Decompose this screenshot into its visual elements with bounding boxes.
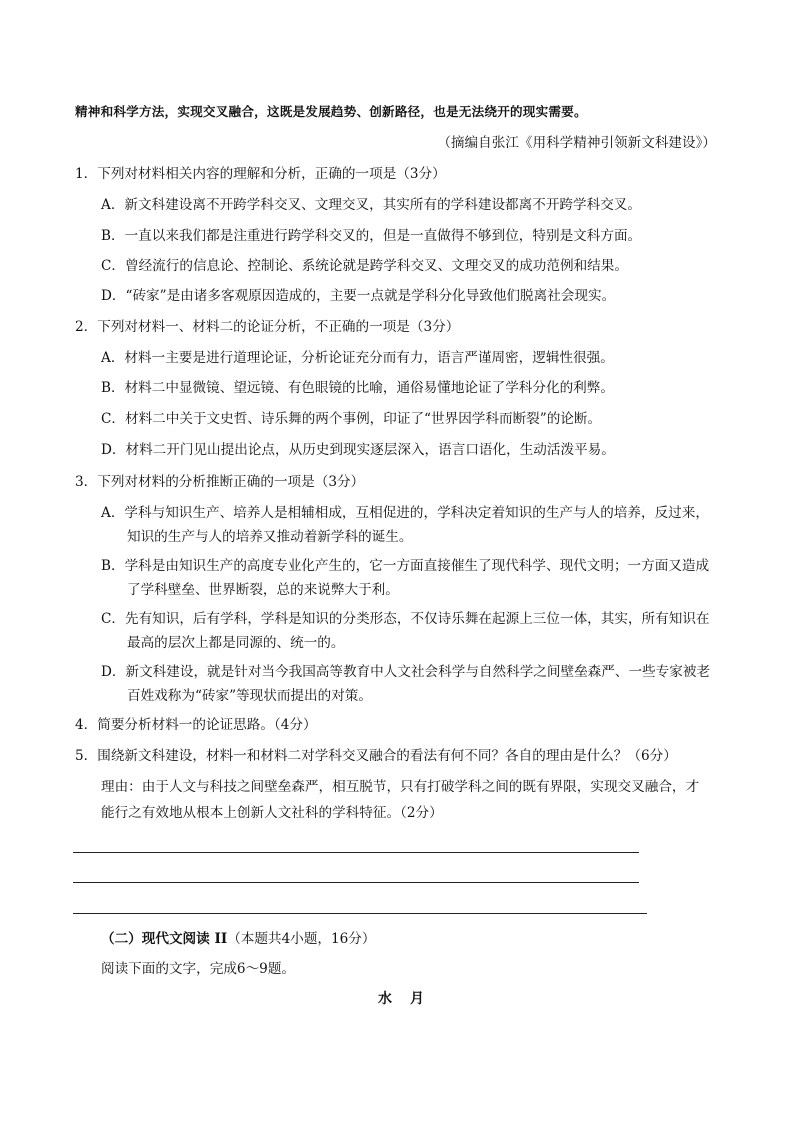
section-heading-rest: （本题共4小题，16分）: [227, 931, 376, 947]
question-2-option-c: C．材料二中关于文史哲、诗乐舞的两个事例，印证了“世界因学科而断裂”的论断。: [101, 411, 602, 427]
source-citation: （摘编自张江《用科学精神引领新文科建设》）: [437, 135, 716, 151]
question-3-option-a: A．学科与知识生产、培养人是相辅相成，互相促进的，学科决定着知识的生产与人的培养，反过来，: [101, 505, 709, 521]
question-3-option-b-cont: 了学科壁垒、世界断裂，总的来说弊大于利。: [127, 582, 399, 598]
question-3-option-b: B．学科是由知识生产的高度专业化产生的，它一方面直接催生了现代科学、现代文明；一方面又造成: [101, 558, 710, 574]
section-heading-bold: （二）现代文阅读 II: [101, 931, 228, 947]
section-heading: [101, 929, 376, 949]
answer-line-2: 能行之有效地从根本上创新人文社科的学科特征。（2分）: [101, 805, 443, 821]
question-3-option-a-cont: 知识的生产与人的培养又推动着新学科的诞生。: [127, 529, 413, 545]
answer-rule-2: [73, 882, 639, 883]
question-2-option-d: D．材料二开门见山提出论点，从历史到现实逐层深入，语言口语化，生动活泼平易。: [101, 442, 615, 458]
question-1-option-b: B．一直以来我们都是注重进行跨学科交叉的，但是一直做得不够到位，特别是文科方面。: [101, 228, 642, 244]
question-2-option-a: A．材料一主要是进行道理论证，分析论证充分而有力，语言严谨周密，逻辑性很强。: [101, 350, 614, 366]
question-1-stem: 1．下列对材料相关内容的理解和分析，正确的一项是（3分）: [75, 166, 446, 182]
question-3-option-d-cont: 百姓戏称为“砖家”等现状而提出的对策。: [127, 688, 372, 704]
answer-line-1: 理由：由于人文与科技之间壁垒森严，相互脱节，只有打破学科之间的既有界限，实现交叉融合，才: [101, 779, 700, 795]
question-1-option-c: C．曾经流行的信息论、控制论、系统论就是跨学科交叉、文理交叉的成功范例和结果。: [101, 258, 628, 274]
section-instruction: 阅读下面的文字，完成6～9题。: [101, 961, 296, 977]
question-1-option-a: A．新文科建设离不开跨学科交叉、文理交叉，其实所有的学科建设都离不开跨学科交叉。: [101, 197, 641, 213]
question-3-option-c-cont: 最高的层次上都是同源的、统一的。: [127, 635, 345, 651]
question-2-stem: 2．下列对材料一、材料二的论证分析，不正确的一项是（3分）: [75, 319, 460, 335]
question-1-option-d: D．“砖家”是由诸多客观原因造成的，主要一点就是学科分化导致他们脱离社会现实。: [101, 288, 616, 304]
answer-rule-1: [73, 852, 639, 853]
passage-title: 水月: [378, 991, 442, 1007]
answer-rule-3: [73, 913, 647, 914]
question-4-stem: 4．简要分析材料一的论证思路。（4分）: [75, 717, 317, 733]
intro-continuation-text: 精神和科学方法，实现交叉融合，这既是发展趋势、创新路径，也是无法绕开的现实需要。: [75, 104, 587, 119]
question-3-option-d: D．新文科建设，就是针对当今我国高等教育中人文社会科学与自然科学之间壁垒森严、一些专家被老: [101, 664, 711, 680]
question-3-option-c: C．先有知识，后有学科，学科是知识的分类形态，不仅诗乐舞在起源上三位一体，其实，所有知识在: [101, 611, 710, 627]
question-3-stem: 3．下列对材料的分析推断正确的一项是（3分）: [75, 474, 365, 490]
question-5-stem: 5．围绕新文科建设，材料一和材料二对学科交叉融合的看法有何不同？各自的理由是什么？（6分）: [75, 748, 677, 764]
question-2-option-b: B．材料二中显微镜、望远镜、有色眼镜的比喻，通俗易懂地论证了学科分化的利弊。: [101, 380, 614, 396]
